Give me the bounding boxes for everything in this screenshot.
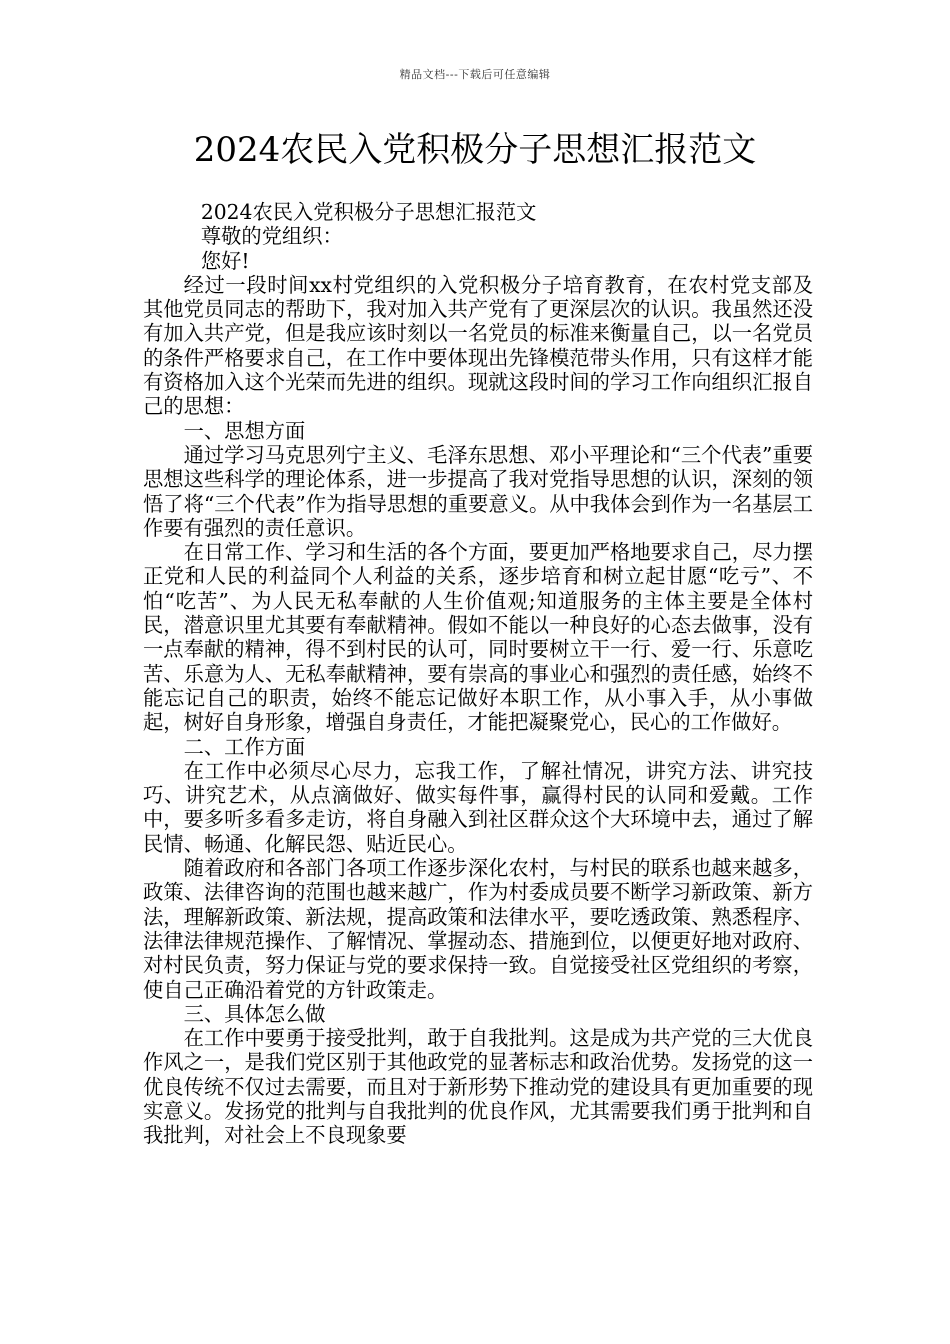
document-body (143, 200, 813, 1148)
paragraph: 在日常工作、学习和生活的各个方面，要更加严格地要求自己，尽力摆正党和人民的利益同个人利益的关系，逐步培育和树立起甘愿“吃亏”、不怕“吃苦”、为人民无私奉献的人生价值观;知道服务的主体主要是全体村民，潜意识里尤其要有奉献精神。假如不能以一种良好的心态去做事，没有一点奉献的精神，得不到村民的认可，同时要树立干一行、爱一行、乐意吃苦、乐意为人、无私奉献精神，要有崇高的事业心和强烈的责任感，始终不能忘记自己的职责，始终不能忘记做好本职工作，从小事入手，从小事做起，树好自身形象，增强自身责任，才能把凝聚党心，民心的工作做好。 (143, 540, 813, 735)
salutation: 尊敬的党组织： (200, 224, 343, 249)
greeting: 您好! (200, 248, 250, 273)
paragraph: 在工作中必须尽心尽力，忘我工作，了解社情况，讲究方法、讲究技巧、讲究艺术，从点滴做好、做实每件事，赢得村民的认同和爱戴。工作中，要多听多看多走访，将自身融入到社区群众这个大环境中去，通过了解民情、畅通、化解民怨、贴近民心。 (143, 758, 813, 856)
document-title: 2024农民入党积极分子思想汇报范文 (193, 130, 757, 170)
section-heading-action: 三、具体怎么做 (183, 1001, 326, 1026)
paragraph-intro: 经过一段时间xx村党组织的入党积极分子培育教育，在农村党支部及其他党员同志的帮助下，我对加入共产党有了更深层次的认识。我虽然还没有加入共产党，但是我应该时刻以一名党员的标准来衡量自己，以一名党员的条件严格要求自己，在工作中要体现出先锋模范带头作用，只有这样才能有资格加入这个光荣而先进的组织。现就这段时间的学习工作向组织汇报自己的思想： (143, 272, 813, 419)
paragraph: 在工作中要勇于接受批判，敢于自我批判。这是成为共产党的三大优良作风之一，是我们党区别于其他政党的显著标志和政治优势。发扬党的这一优良传统不仅过去需要，而且对于新形势下推动党的建设具有更加重要的现实意义。发扬党的批判与自我批判的优良作风，尤其需要我们勇于批判和自我批判，对社会上不良现象要 (143, 1026, 813, 1148)
document-subtitle: 2024农民入党积极分子思想汇报范文 (200, 200, 537, 224)
section-heading-thought: 一、思想方面 (183, 418, 306, 443)
section-heading-work: 二、工作方面 (183, 734, 306, 759)
header-watermark: 精品文档---下载后可任意编辑 (399, 68, 551, 81)
paragraph: 通过学习马克思列宁主义、毛泽东思想、邓小平理论和“三个代表”重要思想这些科学的理论体系，进一步提高了我对党指导思想的认识，深刻的领悟了将“三个代表”作为指导思想的重要意义。从中我体会到作为一名基层工作要有强烈的责任意识。 (143, 442, 813, 540)
paragraph: 随着政府和各部门各项工作逐步深化农村，与村民的联系也越来越多，政策、法律咨询的范围也越来越广，作为村委成员要不断学习新政策、新方法，理解新政策、新法规，提高政策和法律水平，要吃透政策、熟悉程序、法律法律规范操作、了解情况、掌握动态、措施到位，以便更好地对政府、对村民负责，努力保证与党的要求保持一致。自觉接受社区党组织的考察，使自己正确沿着党的方针政策走。 (143, 856, 813, 1002)
